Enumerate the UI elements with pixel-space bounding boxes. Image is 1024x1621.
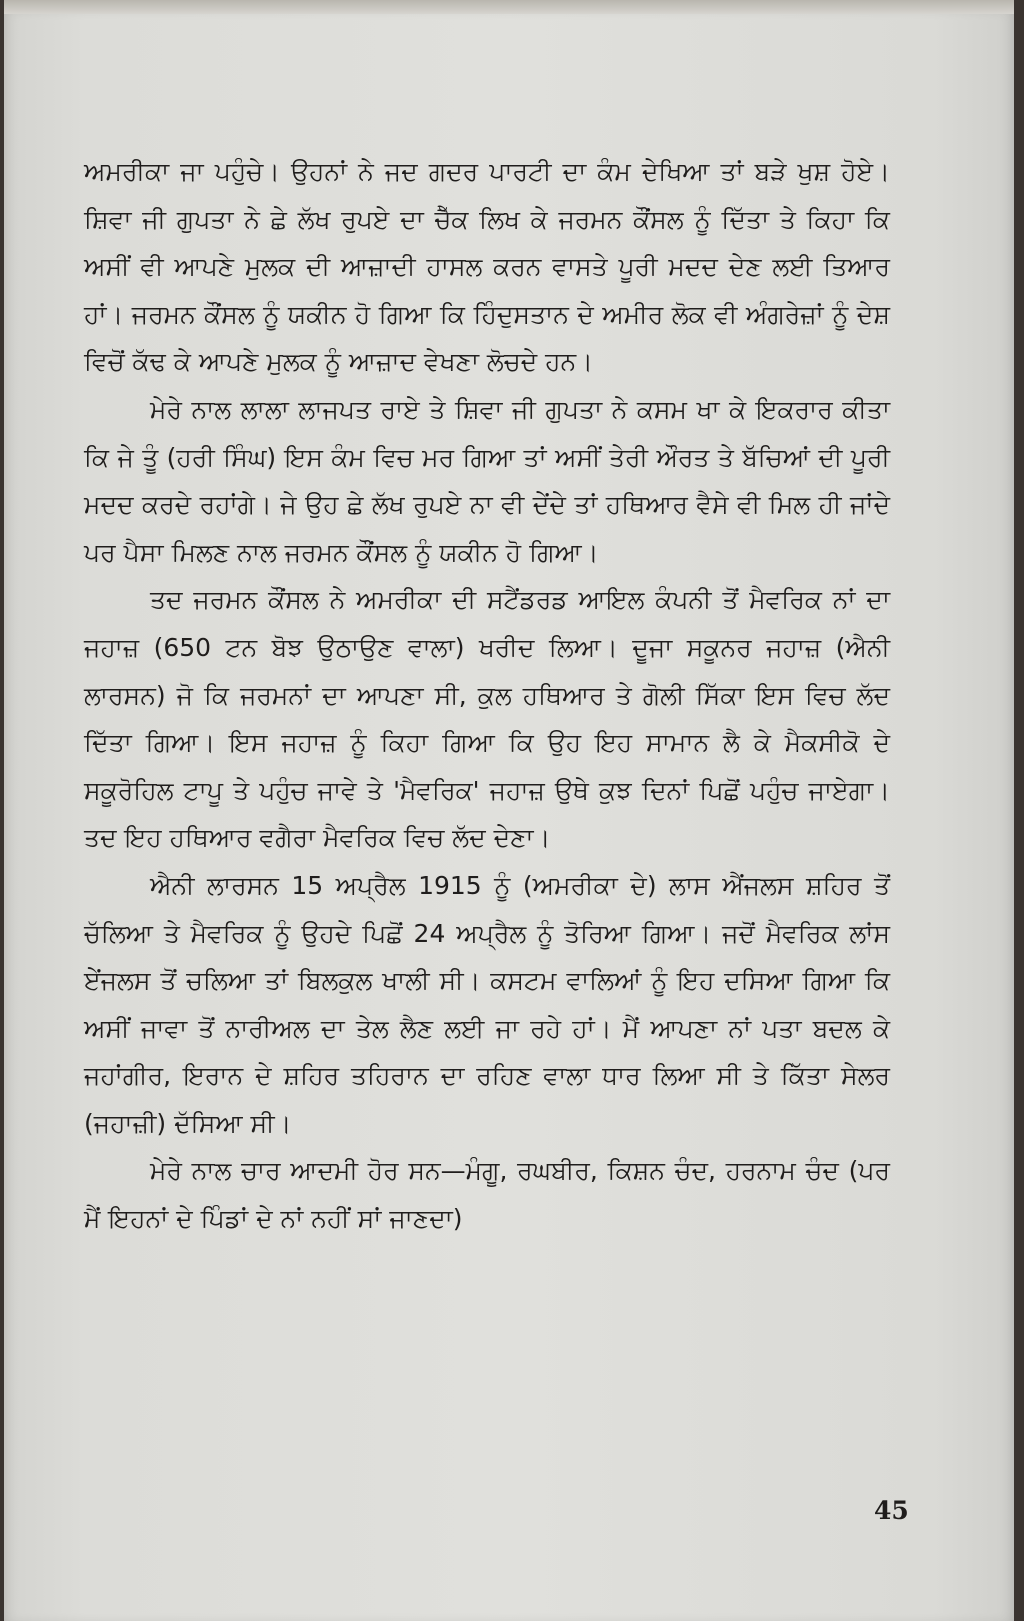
page-number: 45: [874, 1496, 909, 1525]
paragraph-4: ਐਨੀ ਲਾਰਸਨ 15 ਅਪ੍ਰੈਲ 1915 ਨੂੰ (ਅਮਰੀਕਾ ਦੇ) ਲਾਸ ਐਂਜਲਸ ਸ਼ਹਿਰ ਤੋਂ ਚੱਲਿਆ ਤੇ ਮੈਵਰਿਕ ਨੂੰ ਉਹਦੇ ਪਿਛੋਂ 24 ਅਪ੍ਰੈਲ ਨੂੰ ਤੋਰਿਆ ਗਿਆ। ਜਦੋਂ ਮੈਵਰਿਕ ਲਾਂਸ ਏਂਜਲਸ ਤੋਂ ਚਲਿਆ ਤਾਂ ਬਿਲਕੁਲ ਖਾਲੀ ਸੀ। ਕਸਟਮ ਵਾਲਿਆਂ ਨੂੰ ਇਹ ਦਸਿਆ ਗਿਆ ਕਿ ਅਸੀਂ ਜਾਵਾ ਤੋਂ ਨਾਰੀਅਲ ਦਾ ਤੇਲ ਲੈਣ ਲਈ ਜਾ ਰਹੇ ਹਾਂ। ਮੈਂ ਆਪਣਾ ਨਾਂ ਪਤਾ ਬਦਲ ਕੇ ਜਹਾਂਗੀਰ, ਇਰਾਨ ਦੇ ਸ਼ਹਿਰ ਤਹਿਰਾਨ ਦਾ ਰਹਿਣ ਵਾਲਾ ਧਾਰ ਲਿਆ ਸੀ ਤੇ ਕਿੱਤਾ ਸੇਲਰ (ਜਹਾਜ਼ੀ) ਦੱਸਿਆ ਸੀ।: [84, 870, 890, 1138]
book-page: [4, 0, 1014, 1621]
page-top-edge: [4, 0, 1014, 14]
body-text: [84, 148, 890, 1243]
paragraph-5: ਮੇਰੇ ਨਾਲ ਚਾਰ ਆਦਮੀ ਹੋਰ ਸਨ—ਮੰਗੂ, ਰਘਬੀਰ, ਕਿਸ਼ਨ ਚੰਦ, ਹਰਨਾਮ ਚੰਦ (ਪਰ ਮੈਂ ਇਹਨਾਂ ਦੇ ਪਿੰਡਾਂ ਦੇ ਨਾਂ ਨਹੀਂ ਸਾਂ ਜਾਣਦਾ): [84, 1156, 890, 1234]
paragraph-1: ਅਮਰੀਕਾ ਜਾ ਪਹੁੰਚੇ। ਉਹਨਾਂ ਨੇ ਜਦ ਗਦਰ ਪਾਰਟੀ ਦਾ ਕੰਮ ਦੇਖਿਆ ਤਾਂ ਬੜੇ ਖੁਸ਼ ਹੋਏ। ਸ਼ਿਵਾ ਜੀ ਗੁਪਤਾ ਨੇ ਛੇ ਲੱਖ ਰੁਪਏ ਦਾ ਚੈੱਕ ਲਿਖ ਕੇ ਜਰਮਨ ਕੌਂਸਲ ਨੂੰ ਦਿੱਤਾ ਤੇ ਕਿਹਾ ਕਿ ਅਸੀਂ ਵੀ ਆਪਣੇ ਮੁਲਕ ਦੀ ਆਜ਼ਾਦੀ ਹਾਸਲ ਕਰਨ ਵਾਸਤੇ ਪੂਰੀ ਮਦਦ ਦੇਣ ਲਈ ਤਿਆਰ ਹਾਂ। ਜਰਮਨ ਕੌਂਸਲ ਨੂੰ ਯਕੀਨ ਹੋ ਗਿਆ ਕਿ ਹਿੰਦੁਸਤਾਨ ਦੇ ਅਮੀਰ ਲੋਕ ਵੀ ਅੰਗਰੇਜ਼ਾਂ ਨੂੰ ਦੇਸ਼ ਵਿਚੋਂ ਕੱਢ ਕੇ ਆਪਣੇ ਮੁਲਕ ਨੂੰ ਆਜ਼ਾਦ ਵੇਖਣਾ ਲੋਚਦੇ ਹਨ।: [84, 157, 890, 377]
paragraph-2: ਮੇਰੇ ਨਾਲ ਲਾਲਾ ਲਾਜਪਤ ਰਾਏ ਤੇ ਸ਼ਿਵਾ ਜੀ ਗੁਪਤਾ ਨੇ ਕਸਮ ਖਾ ਕੇ ਇਕਰਾਰ ਕੀਤਾ ਕਿ ਜੇ ਤੂੰ (ਹਰੀ ਸਿੰਘ) ਇਸ ਕੰਮ ਵਿਚ ਮਰ ਗਿਆ ਤਾਂ ਅਸੀਂ ਤੇਰੀ ਔਰਤ ਤੇ ਬੱਚਿਆਂ ਦੀ ਪੂਰੀ ਮਦਦ ਕਰਦੇ ਰਹਾਂਗੇ। ਜੇ ਉਹ ਛੇ ਲੱਖ ਰੁਪਏ ਨਾ ਵੀ ਦੇਂਦੇ ਤਾਂ ਹਥਿਆਰ ਵੈਸੇ ਵੀ ਮਿਲ ਹੀ ਜਾਂਦੇ ਪਰ ਪੈਸਾ ਮਿਲਣ ਨਾਲ ਜਰਮਨ ਕੌਂਸਲ ਨੂੰ ਯਕੀਨ ਹੋ ਗਿਆ।: [84, 394, 890, 567]
paragraph-3: ਤਦ ਜਰਮਨ ਕੌਂਸਲ ਨੇ ਅਮਰੀਕਾ ਦੀ ਸਟੈਂਡਰਡ ਆਇਲ ਕੰਪਨੀ ਤੋਂ ਮੈਵਰਿਕ ਨਾਂ ਦਾ ਜਹਾਜ਼ (650 ਟਨ ਬੋਝ ਉਠਾਉਣ ਵਾਲਾ) ਖਰੀਦ ਲਿਆ। ਦੂਜਾ ਸਕੂਨਰ ਜਹਾਜ਼ (ਐਨੀ ਲਾਰਸਨ) ਜੋ ਕਿ ਜਰਮਨਾਂ ਦਾ ਆਪਣਾ ਸੀ, ਕੁਲ ਹਥਿਆਰ ਤੇ ਗੋਲੀ ਸਿੱਕਾ ਇਸ ਵਿਚ ਲੱਦ ਦਿੱਤਾ ਗਿਆ। ਇਸ ਜਹਾਜ਼ ਨੂੰ ਕਿਹਾ ਗਿਆ ਕਿ ਉਹ ਇਹ ਸਾਮਾਨ ਲੈ ਕੇ ਮੈਕਸੀਕੋ ਦੇ ਸਕੂਰੋਹਿਲ ਟਾਪੂ ਤੇ ਪਹੁੰਚ ਜਾਵੇ ਤੇ 'ਮੈਵਰਿਕ' ਜਹਾਜ਼ ਉਥੇ ਕੁਝ ਦਿਨਾਂ ਪਿਛੋਂ ਪਹੁੰਚ ਜਾਏਗਾ। ਤਦ ਇਹ ਹਥਿਆਰ ਵਗੈਰਾ ਮੈਵਰਿਕ ਵਿਚ ਲੱਦ ਦੇਣਾ।: [84, 585, 890, 853]
